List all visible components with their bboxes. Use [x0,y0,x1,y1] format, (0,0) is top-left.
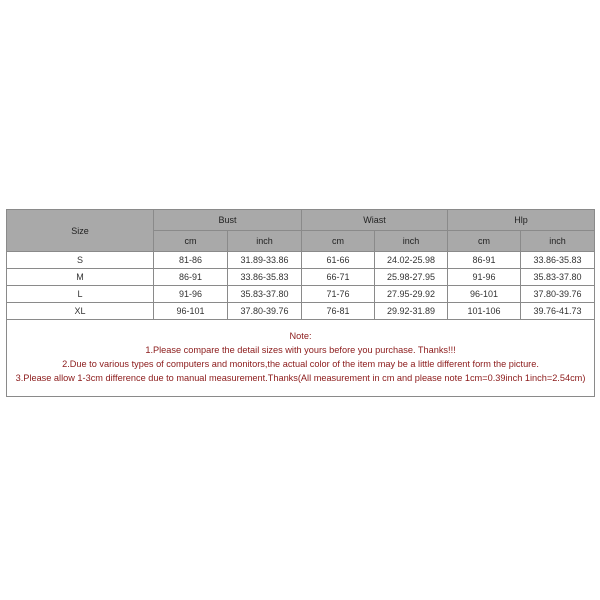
table-row [7,303,595,320]
table-cell: 25.98-27.95 [375,269,448,286]
bust-group-header: Bust [154,210,302,231]
table-cell: 101-106 [448,303,521,320]
table-cell: 33.86-35.83 [228,269,302,286]
size-cell: S [7,252,154,269]
table-cell: 71-76 [302,286,375,303]
size-column-header: Size [7,210,154,252]
size-cell: XL [7,303,154,320]
size-cell: L [7,286,154,303]
size-chart-table [6,209,595,397]
table-cell: 86-91 [154,269,228,286]
notes-row [7,320,595,397]
table-cell: 29.92-31.89 [375,303,448,320]
unit-header: cm [448,231,521,252]
hip-group-header: Hlp [448,210,595,231]
note-line: 3.Please allow 1-3cm difference due to manual measurement.Thanks(All measurement in cm and please note 1cm=0.39inch 1inch=2.54cm) [15,373,586,383]
table-cell: 81-86 [154,252,228,269]
table-cell: 27.95-29.92 [375,286,448,303]
unit-header: cm [302,231,375,252]
table-cell: 37.80-39.76 [521,286,595,303]
notes-section [7,320,595,397]
table-cell: 66-71 [302,269,375,286]
table-row [7,286,595,303]
header-group-row [7,210,595,231]
table-cell: 39.76-41.73 [521,303,595,320]
table-cell: 33.86-35.83 [521,252,595,269]
table-cell: 86-91 [448,252,521,269]
table-cell: 76-81 [302,303,375,320]
table-row [7,252,595,269]
size-cell: M [7,269,154,286]
table-cell: 96-101 [154,303,228,320]
unit-header: inch [228,231,302,252]
table-cell: 91-96 [448,269,521,286]
table-cell: 35.83-37.80 [521,269,595,286]
unit-header: inch [375,231,448,252]
table-body [7,252,595,320]
note-line: 1.Please compare the detail sizes with yours before you purchase. Thanks!!! [145,345,456,355]
table-cell: 24.02-25.98 [375,252,448,269]
table-cell: 37.80-39.76 [228,303,302,320]
waist-group-header: Wiast [302,210,448,231]
table-cell: 35.83-37.80 [228,286,302,303]
note-title: Note: [289,331,312,341]
table-header [7,210,595,252]
table-row [7,269,595,286]
table-cell: 31.89-33.86 [228,252,302,269]
table-cell: 91-96 [154,286,228,303]
unit-header: cm [154,231,228,252]
notes-cell [7,320,595,397]
unit-header: inch [521,231,595,252]
note-line: 2.Due to various types of computers and monitors,the actual color of the item may be a little different form the picture. [62,359,539,369]
table-cell: 96-101 [448,286,521,303]
table-cell: 61-66 [302,252,375,269]
